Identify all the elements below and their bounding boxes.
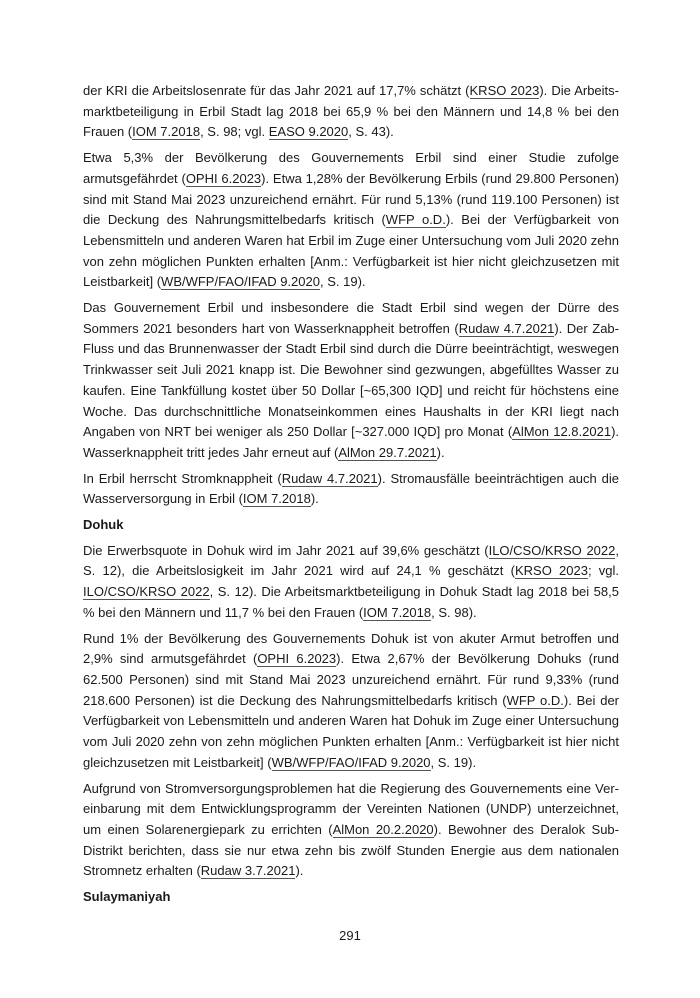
citation-link[interactable]: WFP o.D. (385, 212, 446, 228)
text-run: , S. 19). (430, 754, 477, 770)
text-run: ). Wasserknappheit tritt jedes Jahr erneut auf ( (83, 424, 620, 460)
citation-link[interactable]: EASO 9.2020 (268, 124, 349, 140)
citation-link[interactable]: KRSO 2023 (469, 83, 540, 98)
page-spacer (0, 913, 700, 927)
page-number: 291 (339, 927, 361, 943)
text-run: der KRI die Arbeitslosenrate für das Jahr 2021 auf 17,7% schätzt ( (83, 83, 470, 98)
citation-link[interactable]: WB/WFP/FAO/IFAD 9.2020 (271, 754, 431, 770)
citation-link[interactable]: OPHI 6.2023 (257, 651, 337, 667)
document-body (83, 81, 619, 913)
text-run: ). Bei der Verfügbarkeit von Lebensmitteln und anderen Waren hat Dohuk im Zuge einer Untersuchung vom Juli 2020 zehn von zehn möglichen Punkten erhalten [Anm.: Verfügbarkeit ist hier nicht gleichzusetzen mit Leistbarkeit] ( (83, 692, 619, 770)
text-run: In Erbil herrscht Stromknappheit ( (83, 470, 282, 486)
paragraph (83, 81, 619, 143)
citation-link[interactable]: KRSO 2023 (514, 563, 588, 579)
citation-link[interactable]: Rudaw 4.7.2021 (458, 320, 555, 336)
text-run: ). Stromausfälle beeinträchtigen auch die Wasserversorgung in Erbil ( (83, 470, 619, 507)
paragraph (83, 779, 619, 883)
text-run: , S. 19). (319, 274, 366, 290)
text-run: , S. 98). (431, 604, 477, 620)
text-run: Aufgrund von Stromversorgungsproblemen hat die Regierung des Gouvernements eine Vereinbarung mit dem Entwicklungsprogramm der Vereinten Nationen (UNDP) unterzeichnet, um einen Solarenergiepark zu errichten ( (83, 780, 619, 837)
text-run: , S. 12). Die Arbeitsmarktbeteiligung in Dohuk Stadt lag 2018 bei 58,5 % bei den Männern und 11,7 % bei den Frauen ( (83, 584, 619, 620)
text-run: , S. 12), die Arbeitslosigkeit im Jahr 2021 wird auf 24,1 % geschätzt ( (83, 542, 619, 579)
paragraph (83, 469, 619, 510)
citation-link[interactable]: AlMon 29.7.2021 (338, 444, 437, 460)
citation-link[interactable]: AlMon 12.8.2021 (512, 424, 612, 440)
section-heading: Dohuk (83, 517, 124, 533)
citation-link[interactable]: IOM 7.2018 (242, 491, 311, 507)
section-heading: Sulaymaniyah (83, 889, 171, 905)
paragraph (83, 148, 619, 293)
text-run: ). (295, 863, 304, 879)
text-run: ). Der Zab-Fluss und das Brunnenwasser der Stadt Erbil sind durch die Dürre beeinträchtigt, weswegen Trinkwasser seit Juli 2021 knapp ist. Die Bewohner sind gezwungen, abgefülltes Wasser zu kaufen. Eine Tankfüllung kostet über 50 Dollar [~65,300 IQD] und reicht für höchstens eine Woche. Das durchschnittliche Monatseinkommen eines Haushalts in der KRI liegt nach Angaben von NRT bei weniger als 250 Dollar [~327.000 IQD] pro Monat ( (83, 320, 619, 440)
text-run: Das Gouvernement Erbil und insbesondere die Stadt Erbil sind wegen der Dürre des Sommers 2021 besonders hart von Wasserknappheit betroffen ( (83, 300, 619, 336)
citation-link[interactable]: IOM 7.2018 (363, 604, 432, 620)
text-run: Etwa 5,3% der Bevölkerung des Gouvernements Erbil sind einer Studie zufolge armutsgefährdet ( (83, 150, 619, 186)
text-run: ; vgl. (587, 563, 620, 579)
citation-link[interactable]: WFP o.D. (506, 692, 564, 708)
text-run: ). Etwa 2,67% der Bevölkerung Dohuks (rund 62.500 Personen) sind mit Stand Mai 2023 unzureichend ernährt. Für rund 9,33% (rund 218.600 Personen) ist die Deckung des Nahrungsmittelbedarfs kritisch ( (83, 651, 620, 708)
citation-link[interactable]: OPHI 6.2023 (185, 170, 262, 186)
text-run: ). Bei der Verfügbarkeit von Lebensmitteln und anderen Waren hat Erbil im Zuge einer Untersuchung vom Juli 2020 zehn von zehn möglichen Punkten erhalten [Anm.: Verfügbarkeit ist hier nicht gleichzusetzen mit Leistbarkeit] ( (83, 212, 619, 290)
citation-link[interactable]: Rudaw 3.7.2021 (200, 863, 296, 879)
text-run: ). Bewohner des Deralok Sub-Distrikt berichten, dass sie nur etwa zehn bis zwölf Stunden Energie aus dem nationalen Stromnetz erhalten ( (83, 821, 619, 879)
text-run: Die Erwerbsquote in Dohuk wird im Jahr 2021 auf 39,6% geschätzt ( (83, 542, 489, 558)
citation-link[interactable]: Rudaw 4.7.2021 (281, 470, 378, 486)
text-run: , S. 98; vgl. (200, 124, 269, 140)
paragraph (83, 629, 619, 774)
citation-link[interactable]: ILO/CSO/​KRSO 2022 (83, 584, 210, 600)
paragraph (83, 541, 619, 624)
text-run: ). Die Arbeitsmarktbeteiligung in Erbil Stadt lag 2018 bei 65,9 % bei den Männern und 14,8 % bei den Frauen ( (83, 83, 620, 140)
text-run: ). (310, 491, 319, 507)
text-run: ). Etwa 1,28% der Bevölkerung Erbils (rund 29.800 Personen) sind mit Stand Mai 2023 unzureichend ernährt. Für rund 5,13% (rund 119.100 Personen) ist die Deckung des Nahrungsmittelbedarfs kritisch ( (83, 170, 620, 228)
citation-link[interactable]: WB/WFP/​FAO/IFAD 9.2020 (161, 274, 320, 290)
text-run: ). (436, 444, 445, 460)
citation-link[interactable]: IOM 7.2018 (132, 124, 201, 140)
paragraph (83, 298, 619, 464)
text-run: Rund 1% der Bevölkerung des Gouvernements Dohuk ist von akuter Armut betroffen und 2,9% sind armutsgefährdet ( (83, 630, 619, 667)
text-run: , S. 43). (348, 124, 394, 140)
citation-link[interactable]: ILO/CSO/KRSO 2022 (488, 542, 616, 558)
citation-link[interactable]: AlMon 20.2.2020 (332, 821, 434, 837)
